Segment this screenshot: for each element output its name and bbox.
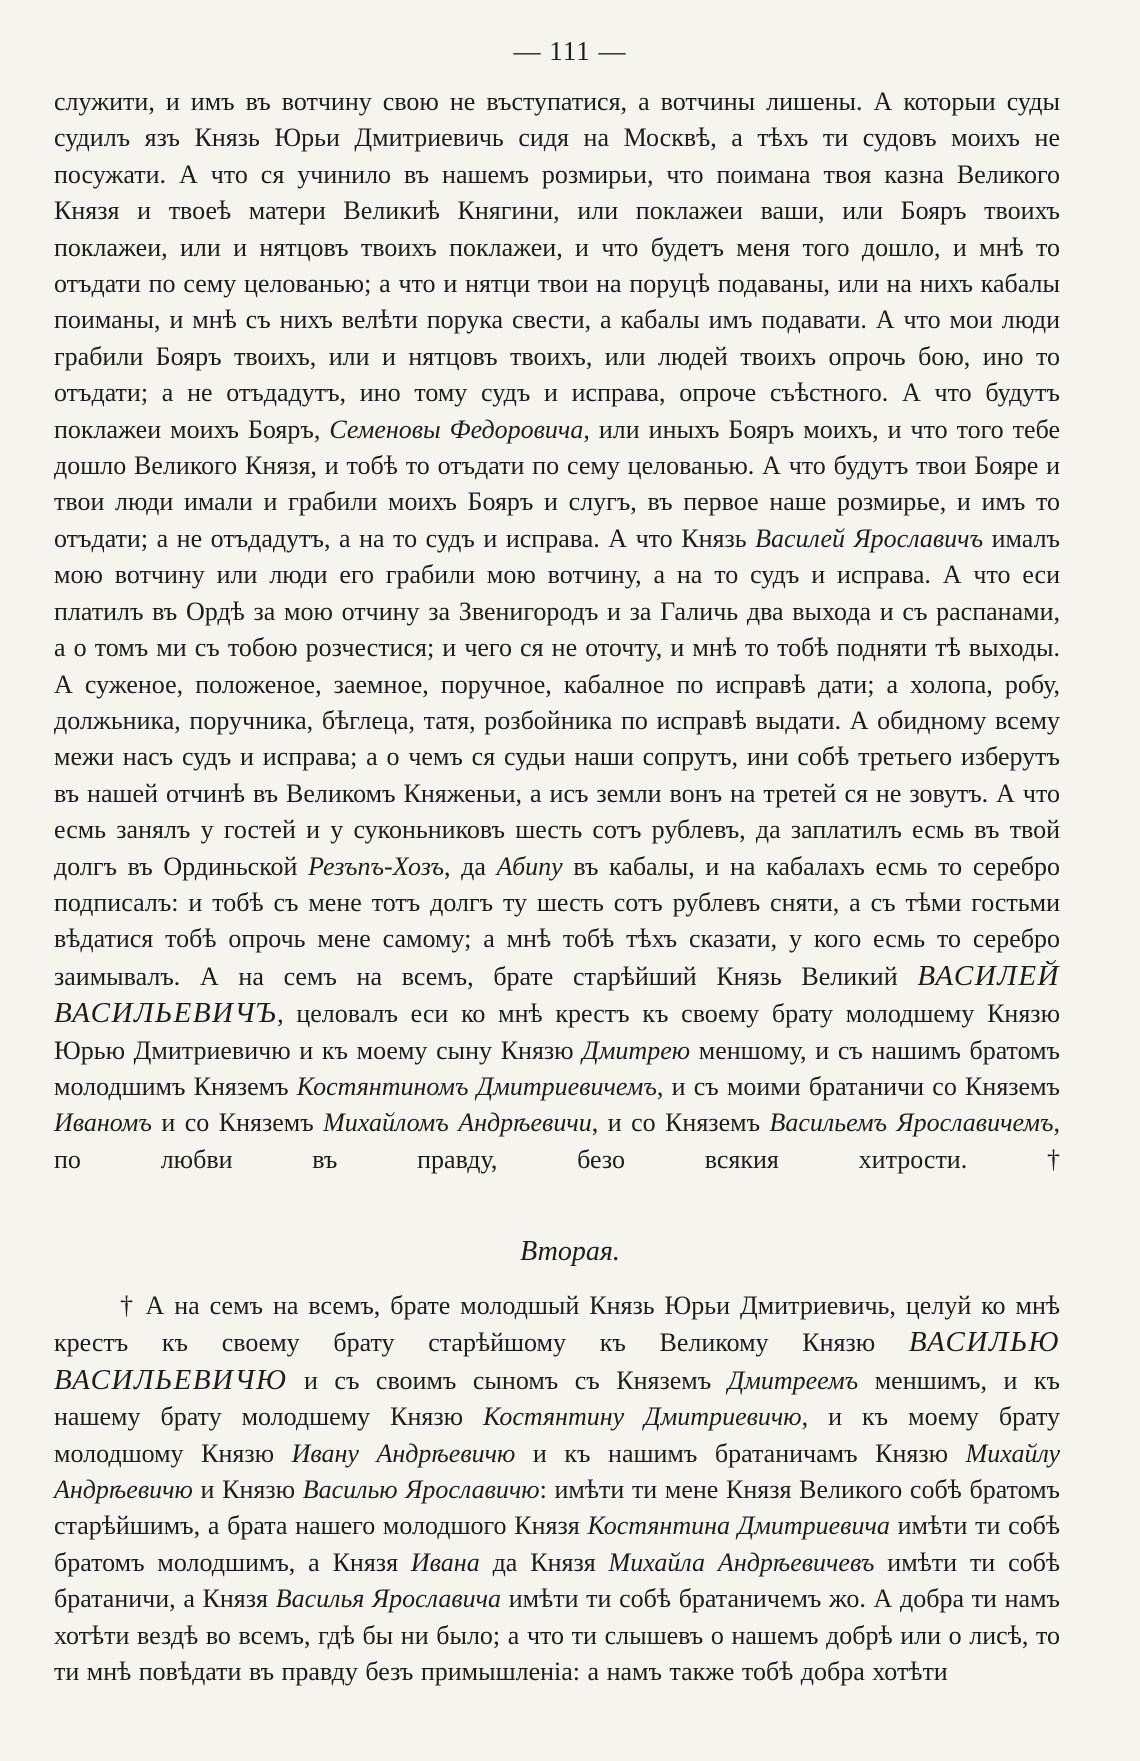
italic-name: Василья Ярославича (275, 1584, 502, 1614)
text-run: , целовалъ еси ко мнѣ крестъ къ своему брату молодшему Князю Юрью Дмитриевичю и къ моему сыну Князю (54, 999, 1060, 1065)
italic-name: Михайлу Андрѣевичю (54, 1438, 1061, 1505)
italic-name: Иваномъ (54, 1108, 152, 1138)
italic-name: Михайломъ Андрѣевичи (323, 1108, 592, 1138)
section-title: Вторая. (520, 1236, 620, 1267)
text-run: , или иныхъ Бояръ моихъ, и что того тебе дошло Великого Князя, и тобѣ то отъдати по сему целованью. А что будутъ твои Бояре и твои люди имали и грабили моихъ Бояръ и слугъ, въ первое наше розмирье, и имъ то отъдати; а не отъдадутъ, а на то судъ и исправа. А что Князь (54, 414, 1060, 553)
text-run: , по любви въ правду, безо всякия хитрости. † (54, 1108, 1060, 1174)
text-run: ималъ мою вотчину или люди его грабили мою вотчину, а на то судъ и исправа. А что еси платилъ въ Ордѣ за мою отчину за Звенигородъ и за Галичь два выхода и съ распанами, а о томъ ми съ тобою розчестися; и чего ся не оточту, и мнѣ то тобѣ подняти тѣ выходы. А суженое, положеное, заемное, поручное, кабалное по исправѣ дати; а холопа, робу, должьника, поручника, бѣглеца, татя, розбойника по исправѣ выдати. А обидному всему межи насъ судъ и исправа; а о чемъ ся судьи наши сопрутъ, ини собѣ третьего изберутъ въ нашей отчинѣ въ Великомъ Княженьи, а исъ земли вонъ на третей ся не зовутъ. А что есмь занялъ у гостей и у суконьниковъ шесть сотъ рублевъ, да заплатилъ есмь въ твой долгъ въ Ординьской (54, 523, 1060, 881)
italic-name: Дмитрею (582, 1035, 691, 1065)
italic-name: Абипу (496, 851, 563, 881)
italic-name: Васильемъ Ярославичемъ (769, 1108, 1054, 1138)
text-block-2 (54, 1288, 1060, 1690)
italic-name: Костянтина Дмитриевича (587, 1511, 890, 1541)
italic-name: Ивану Андрѣевичю (291, 1438, 516, 1468)
text-run: да Князя (479, 1547, 609, 1577)
italic-name: Резъпъ-Хозъ (308, 851, 445, 881)
text-run: и со Княземъ (151, 1108, 324, 1138)
text-run: , и съ моими братаничи со Княземъ (656, 1071, 1060, 1101)
text-run: меншимъ, и къ нашему брату молодшему Князю (54, 1365, 1060, 1432)
italic-name: Семеновы Федоровича (329, 414, 584, 444)
page-number: — 111 — (513, 36, 627, 66)
text-block-1 (54, 84, 1060, 1178)
italic-name: Ивана (410, 1547, 480, 1577)
italic-caps-name: ВАСИЛЕЙ ВАСИЛЬЕВИЧЪ (54, 959, 1060, 1030)
italic-name: Дмитреемъ (727, 1365, 859, 1395)
text-run: , и со Княземъ (591, 1108, 770, 1138)
text-run: : имѣти ти мене Князя Великого собѣ братомъ старѣйшимъ, а брата нашего молодшого Князя (54, 1475, 1060, 1541)
text-run: имѣти ти собѣ братаничи, а Князя (54, 1547, 1060, 1614)
italic-name: Костянтину Дмитриевичю (483, 1402, 802, 1432)
italic-caps-name: ВАСИЛЬЮ ВАСИЛЬЕВИЧЮ (54, 1326, 1060, 1396)
text-run: и къ нашимъ братаничамъ Князю (515, 1438, 966, 1468)
text-run: въ кабалы, и на кабалахъ есмь то серебро подписалъ: и тобѣ съ мене тотъ долгъ ту шесть сотъ рублевъ сняти, а съ тѣми гостьми вѣдатися тобѣ опрочь мене самому; а мнѣ тобѣ тѣхъ сказати, у кого есмь то серебро заимывалъ. А на семъ на всемъ, брате старѣйший Князь Великий (54, 851, 1060, 991)
italic-name: Василью Ярославичю (302, 1475, 540, 1505)
text-run: и съ своимъ сыномъ съ Княземъ (287, 1365, 728, 1395)
text-run: † А на семъ на всемъ, брате молодшый Князь Юрьи Дмитриевичь, целуй ко мнѣ крестъ къ своему брату старѣйшому къ Великому Князю (54, 1291, 1060, 1358)
italic-name: Костянтиномъ Дмитриевичемъ (296, 1071, 657, 1101)
text-run: меншому, и съ нашимъ братомъ молодшимъ Княземъ (54, 1035, 1060, 1101)
text-run: служити, и имъ въ вотчину свою не въступатися, а вотчины лишены. А которыи суды судилъ язъ Князь Юрьи Дмитриевичь сидя на Москвѣ, а тѣхъ ти судовъ моихъ не посужати. А что ся учинило въ нашемъ розмирьи, что поимана твоя казна Великого Князя и твоеѣ матери Великиѣ Княгини, или поклажеи ваши, или Бояръ твоихъ поклажеи, или и нятцовъ твоихъ поклажеи, и что будетъ меня того дошло, и мнѣ то отъдати по сему целованью; а что и нятци твои на поруцѣ подаваны, или на нихъ кабалы поиманы, и мнѣ съ нихъ велѣти порука свести, а кабалы имъ подавати. А что мои люди грабили Бояръ твоихъ, или и нятцовъ твоихъ, или людей твоихъ опрочь бою, ино то отъдати; а не отъдадутъ, ино тому судъ и исправа, опроче съѣстного. А что будутъ поклажеи моихъ Бояръ, (54, 87, 1060, 444)
text-run: , и къ моему брату молодшому Князю (54, 1402, 1060, 1468)
italic-name: Михайла Андрѣевичевъ (608, 1547, 875, 1577)
text-run: имѣти ти собѣ братаничемъ жо. А добра ти намъ хотѣти вездѣ во всемъ, гдѣ бы ни было; а что ти слышевъ о нашемъ добрѣ или о лисѣ, то ти мнѣ повѣдати въ правду безъ примышленіа: а намъ также тобѣ добра хотѣти (54, 1584, 1060, 1687)
text-run: , да (444, 851, 497, 881)
italic-name: Василей Ярославичъ (755, 523, 984, 553)
text-run: и Князю (192, 1475, 303, 1505)
text-run: имѣти ти собѣ братомъ молодшимъ, а Князя (54, 1511, 1060, 1577)
